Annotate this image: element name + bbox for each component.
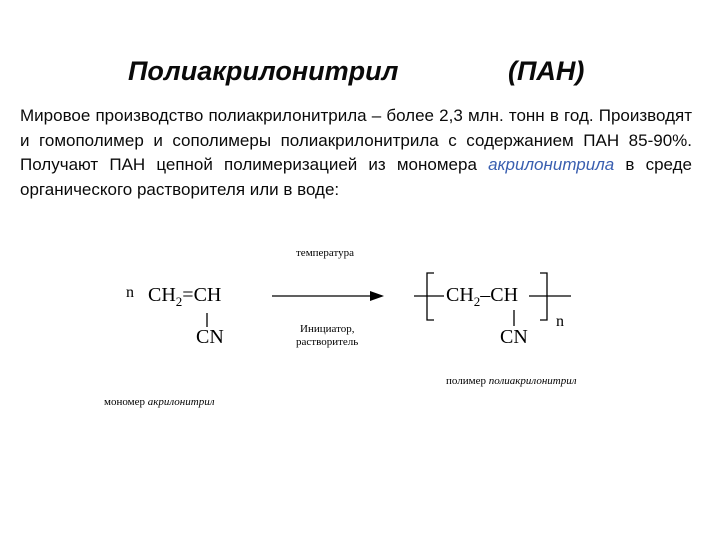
title-abbreviation: (ПАН): [508, 56, 585, 86]
polymer-subscript: 2: [473, 294, 481, 309]
paragraph-text-1: Мировое производство полиакрилонитрила – более 2,3 млн. тонн в год. Производят и гомополимер и сополимеры полиакрилонитрила с содержанием ПАН 85-90%. Получают ПАН цепной полимеризацией из мономера: [20, 106, 692, 174]
paragraph-text-2: в среде органического растворителя или в воде:: [20, 155, 693, 199]
condition-solvent: растворитель: [296, 336, 359, 348]
title-main: Полиакрилонитрил: [128, 56, 399, 86]
polymer-ch2: CH: [446, 284, 474, 306]
reaction-arrowhead: [370, 291, 384, 301]
monomer-coefficient: n: [126, 284, 134, 301]
polymer-label: [446, 375, 577, 387]
polymer-single-bond: –: [480, 284, 491, 306]
monomer-subscript: 2: [175, 294, 183, 309]
acrylonitrile-link[interactable]: акрилонитрила: [488, 155, 615, 174]
polymer-formula: [446, 284, 518, 310]
monomer-ch: CH: [193, 284, 222, 306]
monomer-ch2: CH: [148, 284, 176, 306]
condition-temperature: температура: [296, 247, 355, 259]
monomer-cn: CN: [196, 326, 224, 348]
polymer-label-word: полимер: [446, 375, 486, 387]
monomer-label: [104, 396, 215, 408]
polymer-ch: CH: [490, 284, 519, 306]
polymer-label-name: полиакрилонитрил: [488, 375, 577, 387]
monomer-label-name: акрилонитрил: [147, 396, 215, 408]
condition-initiator: Инициатор,: [300, 323, 355, 335]
monomer-formula: [148, 284, 221, 310]
monomer-label-word: мономер: [104, 396, 145, 408]
polymer-cn: CN: [500, 326, 528, 348]
polymer-degree: n: [556, 313, 564, 330]
monomer-double-bond: =: [182, 284, 194, 306]
